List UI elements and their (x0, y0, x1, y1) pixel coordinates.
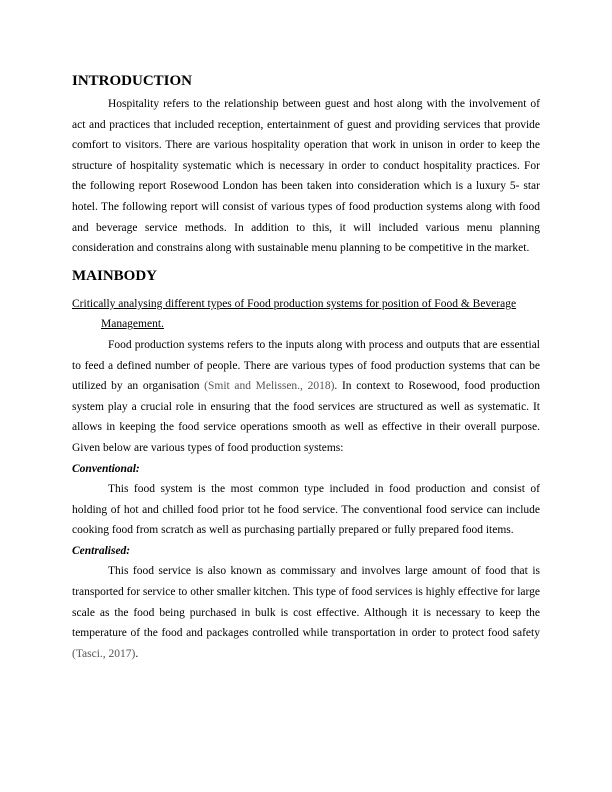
conventional-label: Conventional: (72, 462, 140, 475)
food-production-text-a: Food production systems refers to the inputs along with process and outputs that are essential to feed a defined number of people. There are various types of food production systems that can be utilized by an organisation (72, 338, 540, 393)
citation-smit-melissen: (Smit and Melissen., 2018) (204, 380, 335, 393)
page-content (72, 72, 540, 664)
conventional-paragraph: This food system is the most common type included in food production and consist of holding of hot and chilled food prior tot he food service. The conventional food service can include cooking food from scratch as well as purchasing partially prepared or fully prepared food items. (72, 483, 540, 537)
mainbody-heading: MAINBODY (72, 267, 157, 284)
introduction-paragraph: Hospitality refers to the relationship between guest and host along with the involvement of act and practices that included reception, entertainment of guest and providing services that provide comfort to visitors. There are various hospitality operation that work in unison in order to keep the structure of hospitality systematic which is necessary in order to conduct hospitality practices. For the following report Rosewood London has been taken into consideration which is a luxury 5- star hotel. The following report will consist of various types of food production systems along with food and beverage service methods. In addition to this, it will included various menu planning consideration and constrains along with sustainable menu planning to be competitive in the market. (72, 98, 540, 255)
food-production-text-b: . In context to Rosewood, food production system play a crucial role in ensuring that the food services are structured as well as systematic. It allows in keeping the food service operations smooth as well as effective in their overall purpose. Given below are various types of food production systems: (72, 380, 540, 454)
centralised-text-a: This food service is also known as commissary and involves large amount of food that is transported for service to other smaller kitchen. This type of food services is highly effective for large scale as the food being purchased in bulk is cost effective. Although it is necessary to keep the temperature of the food and packages controlled while transportation in order to protect food safety (72, 565, 540, 640)
centralised-text-b: . (135, 647, 139, 660)
food-production-paragraph (72, 335, 540, 459)
introduction-heading: INTRODUCTION (72, 73, 193, 89)
section-subheading: Critically analysing different types of Food production systems for position of Food & Beverage Management. (72, 297, 517, 331)
centralised-label: Centralised: (72, 544, 131, 557)
citation-tasci: (Tasci., 2017) (72, 647, 136, 660)
centralised-paragraph (72, 561, 540, 664)
